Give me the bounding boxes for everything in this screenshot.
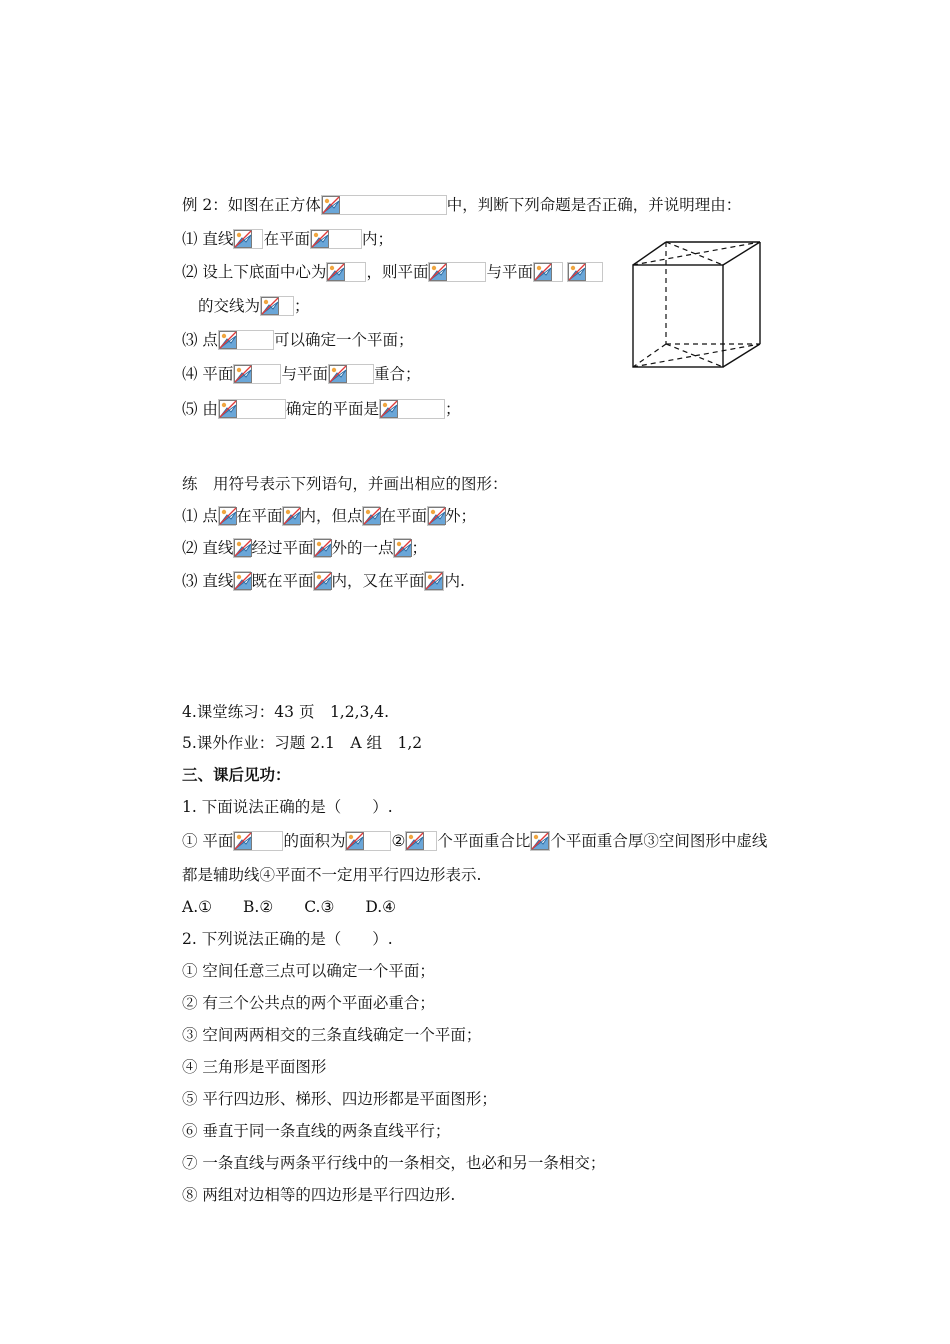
question-1-statements-cont: 都是辅助线④平面不一定用平行四边形表示. <box>182 866 482 884</box>
example2-item-4: ⑷ 平面 与平面 重合； <box>182 365 421 383</box>
example2-item-2-cont: 的交线为 ； <box>198 297 310 315</box>
broken-image-icon <box>530 831 550 851</box>
example2-item-2: ⑵ 设上下底面中心为 ，则平面 与平面 <box>182 261 603 282</box>
broken-image-icon <box>233 364 281 384</box>
task-5: 5.课外作业：习题 2.1 A 组 1,2 <box>182 734 423 752</box>
question-2-item: ④ 三角形是平面图形 <box>182 1058 327 1076</box>
example2-item-1: ⑴ 直线 在平面 内； <box>182 230 393 248</box>
question-2-item: ⑤ 平行四边形、梯形、四边形都是平面图形； <box>182 1090 497 1108</box>
practice-title: 练 用符号表示下列语句，并画出相应的图形： <box>182 475 508 493</box>
broken-image-icon <box>310 229 362 249</box>
broken-image-icon <box>233 831 283 851</box>
broken-image-icon <box>345 831 391 851</box>
broken-image-icon <box>321 195 447 215</box>
question-2-item: ⑦ 一条直线与两条平行线中的一条相交，也必和另一条相交； <box>182 1154 606 1172</box>
example2-title: 例 2：如图在正方体 中，判断下列命题是否正确，并说明理由： <box>182 196 742 214</box>
practice-item-3: ⑶ 直线 既在平面 内，又在平面 内. <box>182 572 465 590</box>
question-2-stem: 2. 下列说法正确的是（ ）. <box>182 930 393 948</box>
question-2-item: ③ 空间两两相交的三条直线确定一个平面； <box>182 1026 482 1044</box>
task-4: 4.课堂练习：43 页 1,2,3,4. <box>182 703 390 721</box>
question-1-statements: ① 平面 的面积为 ② 个平面重合比 个平面重合厚③空间图形中虚线 <box>182 832 768 850</box>
question-1-options: A.① B.② C.③ D.④ <box>182 898 397 916</box>
broken-image-icon <box>427 506 445 526</box>
broken-image-icon <box>218 506 236 526</box>
broken-image-icon <box>326 262 366 282</box>
cube-figure <box>628 238 768 372</box>
broken-image-icon <box>313 571 331 591</box>
broken-image-icon <box>233 571 251 591</box>
cube-front-face <box>633 265 723 367</box>
broken-image-icon <box>282 506 300 526</box>
section3-heading: 三、课后见功： <box>182 765 291 784</box>
broken-image-icon <box>567 262 603 282</box>
practice-item-2: ⑵ 直线 经过平面 外的一点 ； <box>182 539 427 557</box>
broken-image-icon <box>405 831 437 851</box>
broken-image-icon <box>428 262 486 282</box>
practice-item-1: ⑴ 点 在平面 内，但点 在平面 外； <box>182 507 476 525</box>
broken-image-icon <box>313 538 331 558</box>
broken-image-icon <box>233 538 251 558</box>
broken-image-icon <box>393 538 411 558</box>
broken-image-icon <box>328 364 374 384</box>
broken-image-icon <box>218 330 274 350</box>
broken-image-icon <box>379 399 445 419</box>
broken-image-icon <box>362 506 380 526</box>
broken-image-icon <box>233 229 263 249</box>
question-2-item: ⑧ 两组对边相等的四边形是平行四边形. <box>182 1186 456 1204</box>
broken-image-icon <box>260 296 294 316</box>
broken-image-icon <box>533 262 563 282</box>
broken-image-icon <box>218 399 286 419</box>
example2-item-5: ⑸ 由 确定的平面是 ； <box>182 400 461 418</box>
question-2-item: ① 空间任意三点可以确定一个平面； <box>182 962 435 980</box>
example2-item-3: ⑶ 点 可以确定一个平面； <box>182 331 414 349</box>
question-2-item: ⑥ 垂直于同一条直线的两条直线平行； <box>182 1122 451 1140</box>
question-2-item: ② 有三个公共点的两个平面必重合； <box>182 994 435 1012</box>
broken-image-icon <box>424 571 444 591</box>
question-1-stem: 1. 下面说法正确的是（ ）. <box>182 798 393 816</box>
